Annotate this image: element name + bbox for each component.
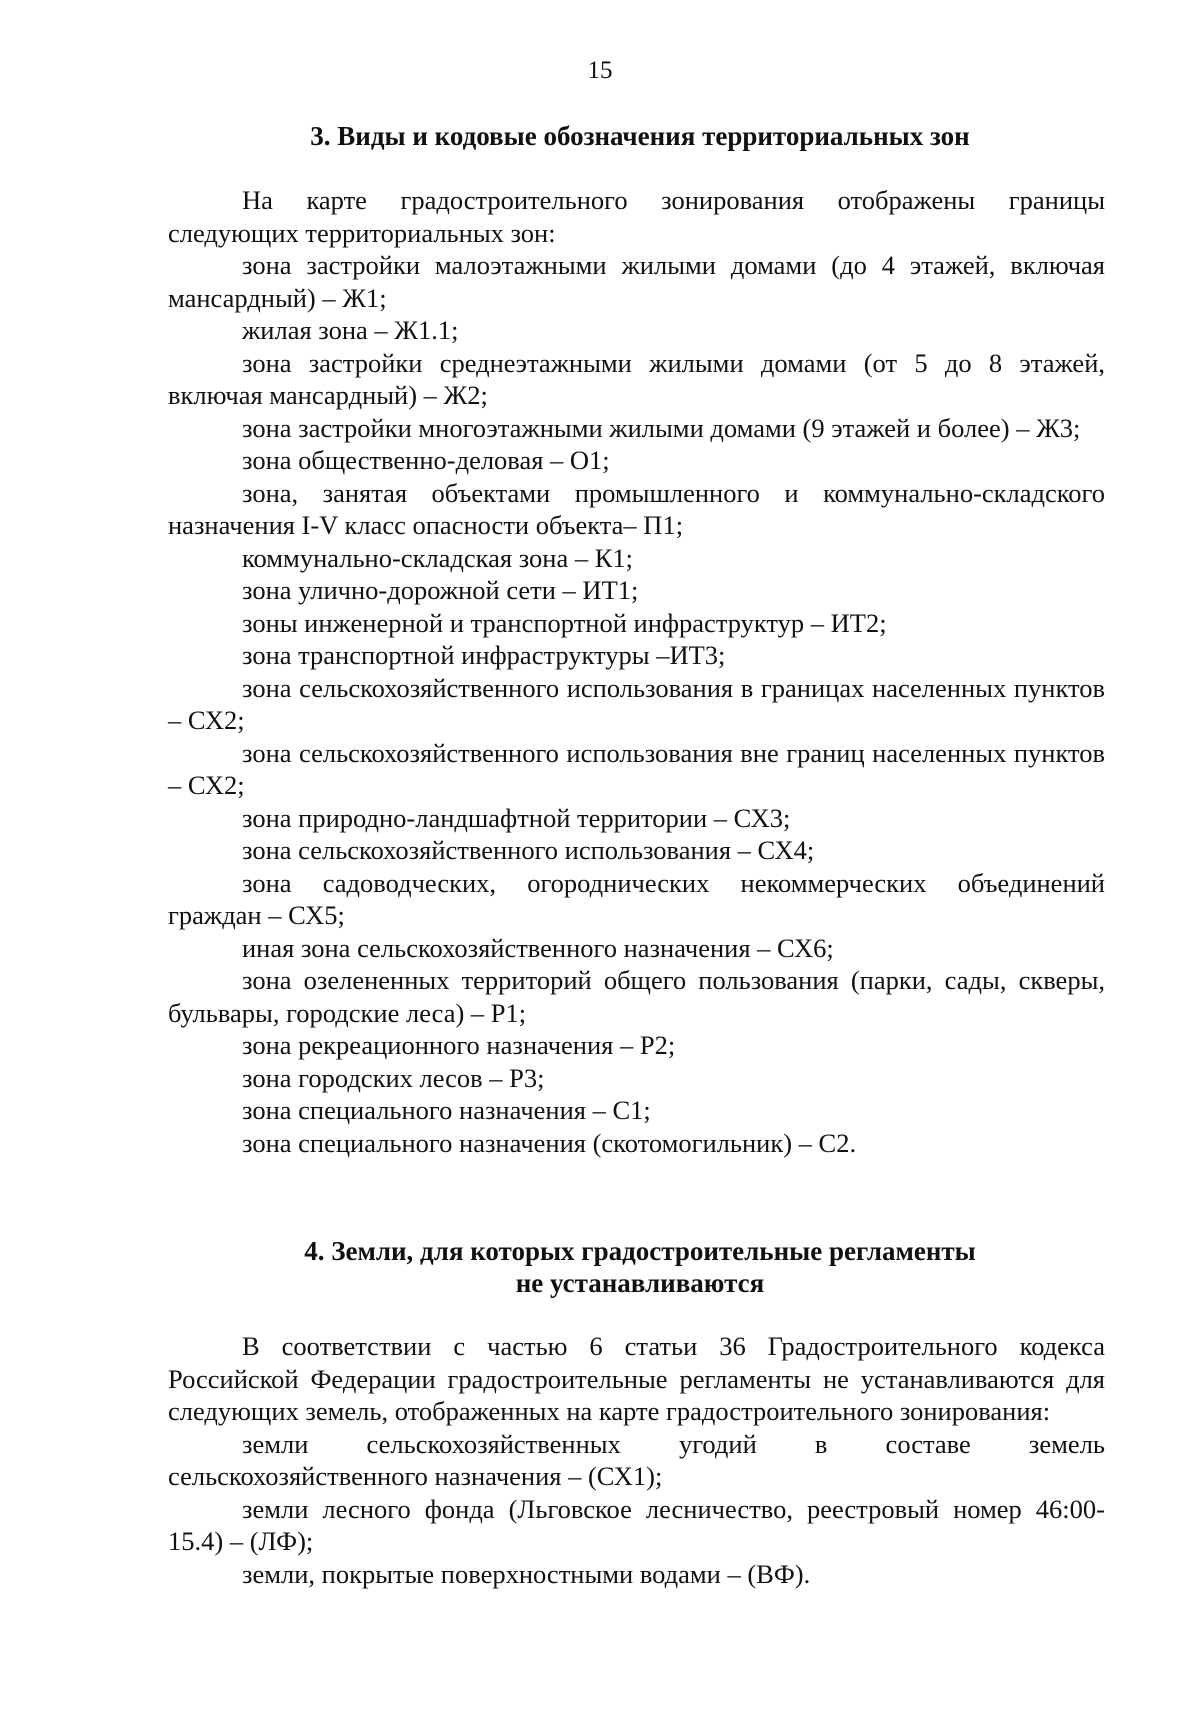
page-number: 15 [587, 57, 613, 84]
zone-item: зона застройки многоэтажными жилыми домами (9 этажей и более) – Ж3; [242, 412, 1081, 443]
section-4-body [168, 1330, 1105, 1590]
section-3-intro: На карте градостроительного зонирования отображены границы следующих территориальных зон: [168, 185, 1105, 248]
zone-item: зоны инженерной и транспортной инфраструктур – ИТ2; [242, 607, 887, 638]
section-4-intro: В соответствии с частью 6 статьи 36 Градостроительного кодекса Российской Федерации градостроительные регламенты не устанавливаются для следующих земель, отображенных на карте градостроительного зонирования: [168, 1331, 1105, 1426]
zone-item: жилая зона – Ж1.1; [242, 315, 459, 345]
zone-item: зона, занятая объектами промышленного и коммунально-складского назначения I-V класс опасности объекта– П1; [168, 477, 1105, 540]
zone-item: зона застройки среднеэтажными жилыми домами (от 5 до 8 этажей, включая мансардный) – Ж2; [168, 347, 1105, 410]
zone-item: зона озелененных территорий общего пользования (парки, сады, скверы, бульвары, городские леса) – Р1; [168, 965, 1105, 1028]
zone-item: коммунально-складская зона – К1; [242, 542, 634, 573]
zone-item: зона улично-дорожной сети – ИТ1; [242, 575, 639, 605]
zone-item: зона сельскохозяйственного использования в границах населенных пунктов – СХ2; [168, 672, 1105, 735]
zone-item: зона транспортной инфраструктуры –ИТ3; [242, 640, 726, 670]
land-item: земли, покрытые поверхностными водами – (ВФ). [242, 1558, 811, 1589]
zone-item: зона специального назначения – С1; [242, 1095, 651, 1125]
zone-item: зона застройки малоэтажными жилыми домами (до 4 этажей, включая мансардный) – Ж1; [168, 250, 1105, 313]
section-4-heading-line-2: не устанавливаются [515, 1268, 765, 1298]
section-3-heading: 3. Виды и кодовые обозначения территориальных зон [310, 121, 970, 151]
land-item: земли лесного фонда (Льговское лесничество, реестровый номер 46:00-15.4) – (ЛФ); [168, 1493, 1105, 1556]
zone-item: зона городских лесов – Р3; [242, 1062, 545, 1093]
zone-item: иная зона сельскохозяйственного назначения – СХ6; [242, 932, 834, 963]
zone-item: зона общественно-деловая – О1; [242, 445, 610, 475]
section-4-heading [160, 1235, 1120, 1299]
zone-item: зона сельскохозяйственного использования – СХ4; [242, 835, 815, 865]
land-item: земли сельскохозяйственных угодий в составе земель сельскохозяйственного назначения – (СХ1); [168, 1428, 1105, 1491]
section-4-heading-line-1: 4. Земли, для которых градостроительные регламенты [304, 1236, 976, 1266]
zone-item: зона сельскохозяйственного использования вне границ населенных пунктов – СХ2; [168, 737, 1105, 800]
zone-item: зона рекреационного назначения – Р2; [242, 1030, 676, 1060]
zone-item: зона садоводческих, огороднических некоммерческих объединений граждан – СХ5; [168, 867, 1105, 930]
section-3-body [168, 184, 1105, 1159]
zone-item: зона специального назначения (скотомогильник) – С2. [242, 1127, 857, 1158]
zone-item: зона природно-ландшафтной территории – СХ3; [242, 802, 791, 833]
